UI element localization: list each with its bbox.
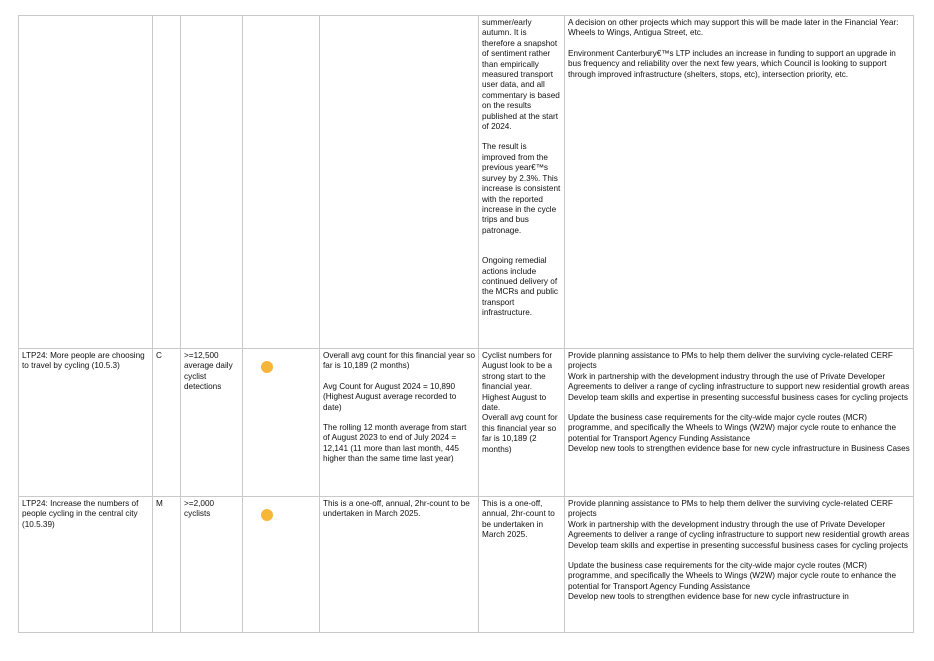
commentary-text: Avg Count for August 2024 = 10,890 (Highest August average recorded to date): [323, 381, 457, 412]
target-text: >=2,000 cyclists: [184, 499, 215, 519]
actions-text: Provide planning assistance to PMs to help them deliver the surviving cycle-related CERF projects Work in partnership with the development industry through the use of Private Developer Agreements to deliver a range of cycling infrastructure to support new residential growth areas Develop team skills and expertise in presenting successful business cases for cycling projects: [568, 499, 910, 550]
actions-text: A decision on other projects which may support this will be made later in the Financial Year: Wheels to Wings, Antigua Street, etc.: [568, 18, 899, 38]
table-row: [19, 349, 914, 497]
table-row: [19, 497, 914, 633]
actions-text: Update the business case requirements for the city-wide major cycle routes (MCR) programme, and specifically the Wheels to Wings (W2W) major cycle route to enhance the potential for Transport Agency Funding Assistance Develop new tools to strengthen evidence base for new cycle infrastructure in Business Cases: [568, 413, 910, 454]
actions-text: Provide planning assistance to PMs to help them deliver the surviving cycle-related CERF projects Work in partnership with the development industry through the use of Private Developer Agreements to deliver a range of cycling infrastructure to support new residential growth areas Develop team skills and expertise in presenting successful business cases for cycling projects: [568, 351, 910, 402]
result-cell: [479, 16, 565, 349]
commentary-text: Overall avg count for this financial year so far is 10,189 (2 months): [323, 351, 475, 371]
measure-text: LTP24: More people are choosing to travel by cycling (10.5.3): [22, 351, 145, 371]
kpi-table: [18, 15, 914, 633]
table-row: [19, 16, 914, 349]
target-text: >=12,500 average daily cyclist detections: [184, 351, 233, 392]
result-text: Cyclist numbers for August look to be a strong start to the financial year. Highest August to date. Overall avg count for this financial year so far is 10,189 (2 months): [482, 351, 558, 454]
commentary-text: This is a one-off, annual, 2hr-count to be undertaken in March 2025.: [323, 499, 470, 519]
commentary-text: The rolling 12 month average from start of August 2023 to end of July 2024 = 12,141 (11 more than last month, 445 higher than the same time last year): [323, 423, 467, 464]
status-cell: [243, 16, 320, 349]
result-text: The result is improved from the previous year€™s survey by 2.3%. This increase is consistent with the reported increase in the cycle trips and bus patronage.: [482, 142, 561, 235]
result-text: summer/early autumn. It is therefore a snapshot of sentiment rather than empirically measured transport user data, and all commentary is based on the results published at the start of 2024.: [482, 18, 560, 132]
measure-text: LTP24: Increase the numbers of people cycling in the central city (10.5.39): [22, 499, 139, 529]
measure-cell: [19, 16, 153, 349]
status-amber-dot-icon: [261, 361, 273, 373]
code-cell: [153, 16, 181, 349]
code-text: M: [156, 499, 163, 508]
code-text: C: [156, 351, 162, 360]
status-amber-dot-icon: [261, 509, 273, 521]
commentary-cell: [320, 16, 479, 349]
target-cell: [181, 16, 243, 349]
result-text: This is a one-off, annual, 2hr-count to be undertaken in March 2025.: [482, 499, 555, 540]
actions-text: Update the business case requirements for the city-wide major cycle routes (MCR) programme, and specifically the Wheels to Wings (W2W) major cycle route to enhance the potential for Transport Agency Funding Assistance Develop new tools to strengthen evidence base for new cycle infrastructure in: [568, 561, 897, 602]
actions-text: Environment Canterbury€™s LTP includes an increase in funding to support an upgrade in bus frequency and reliability over the next few years, which Council is looking to support through improved infrastructure (shelters, stops, etc), intersection priority, etc.: [568, 48, 896, 79]
actions-cell: [565, 16, 914, 349]
result-text: Ongoing remedial actions include continued delivery of the MCRs and public transport infrastructure.: [482, 256, 558, 318]
